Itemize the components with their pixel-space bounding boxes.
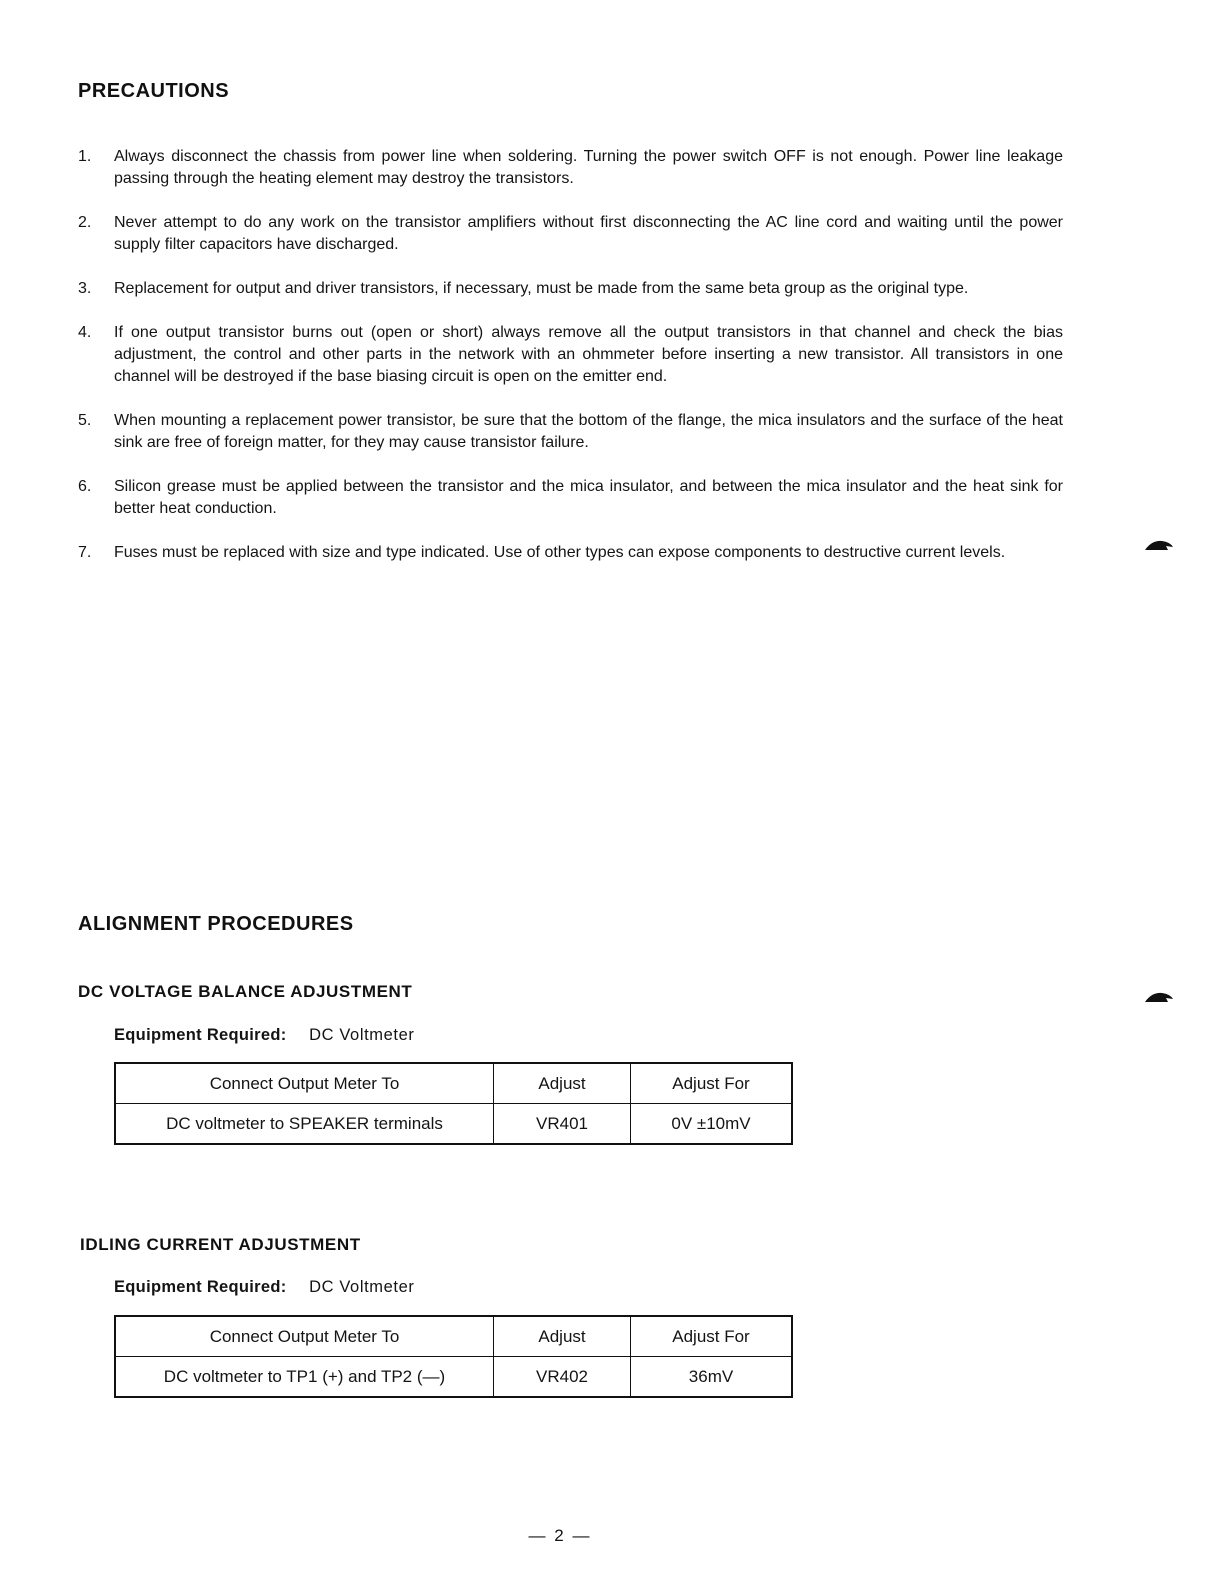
column-header: Adjust For: [631, 1316, 793, 1357]
precautions-title: PRECAUTIONS: [78, 80, 230, 102]
table-cell: VR402: [494, 1357, 631, 1398]
equipment-label: Equipment Required:: [114, 1026, 287, 1044]
table-cell: 36mV: [631, 1357, 793, 1398]
dc-balance-title: DC VOLTAGE BALANCE ADJUSTMENT: [78, 982, 413, 1001]
item-number: 6.: [78, 478, 92, 495]
equipment-value: DC Voltmeter: [309, 1026, 415, 1044]
item-number: 3.: [78, 280, 92, 297]
equipment-required: [114, 1026, 414, 1045]
table-row: [115, 1104, 792, 1145]
table-cell: DC voltmeter to SPEAKER terminals: [115, 1104, 494, 1145]
idling-table: [114, 1315, 793, 1398]
list-item: [78, 476, 1063, 520]
item-text: If one output transistor burns out (open or short) always remove all the output transistors in that channel and check the bias adjustment, the control and other parts in the network with an ohmmeter before inserting a new transistor. All transistors in one channel will be destroyed if the base biasing circuit is open on the emitter end.: [114, 324, 1063, 385]
item-text: Never attempt to do any work on the transistor amplifiers without first disconnecting the AC line cord and waiting until the power supply filter capacitors have discharged.: [114, 214, 1063, 253]
item-text: Always disconnect the chassis from power line when soldering. Turning the power switch OFF is not enough. Power line leakage passing through the heating element may destroy the transistors.: [114, 148, 1063, 187]
column-header: Adjust: [494, 1063, 631, 1104]
list-item: [78, 146, 1063, 190]
item-number: 4.: [78, 324, 92, 341]
table-cell: DC voltmeter to TP1 (+) and TP2 (—): [115, 1357, 494, 1398]
item-text: When mounting a replacement power transistor, be sure that the bottom of the flange, the mica insulators and the surface of the heat sink are free of foreign matter, for they may cause transistor failure.: [114, 412, 1063, 451]
alignment-title: ALIGNMENT PROCEDURES: [78, 913, 354, 935]
list-item: [78, 542, 1063, 564]
item-text: Silicon grease must be applied between the transistor and the mica insulator, and between the mica insulator and the heat sink for better heat conduction.: [114, 478, 1063, 517]
idling-title: IDLING CURRENT ADJUSTMENT: [80, 1235, 361, 1254]
list-item: [78, 410, 1063, 454]
table-cell: VR401: [494, 1104, 631, 1145]
list-item: [78, 278, 1063, 300]
item-text: Replacement for output and driver transistors, if necessary, must be made from the same beta group as the original type.: [114, 280, 969, 297]
equipment-value: DC Voltmeter: [309, 1278, 415, 1296]
item-number: 5.: [78, 412, 92, 429]
column-header: Adjust: [494, 1316, 631, 1357]
equipment-label: Equipment Required:: [114, 1278, 287, 1296]
list-item: [78, 322, 1063, 388]
column-header: Adjust For: [631, 1063, 793, 1104]
dc-balance-table: [114, 1062, 793, 1145]
item-number: 2.: [78, 214, 92, 231]
table-cell: 0V ±10mV: [631, 1104, 793, 1145]
column-header: Connect Output Meter To: [115, 1316, 494, 1357]
item-number: 1.: [78, 148, 92, 165]
table-header-row: [115, 1063, 792, 1104]
item-number: 7.: [78, 544, 92, 561]
table-row: [115, 1357, 792, 1398]
margin-mark-icon: [1144, 990, 1174, 1004]
precautions-list: [78, 146, 1063, 586]
margin-mark-icon: [1144, 538, 1174, 552]
equipment-required: [114, 1278, 414, 1297]
column-header: Connect Output Meter To: [115, 1063, 494, 1104]
list-item: [78, 212, 1063, 256]
table-header-row: [115, 1316, 792, 1357]
item-text: Fuses must be replaced with size and type indicated. Use of other types can expose components to destructive current levels.: [114, 544, 1006, 561]
page-number: — 2 —: [528, 1526, 592, 1545]
